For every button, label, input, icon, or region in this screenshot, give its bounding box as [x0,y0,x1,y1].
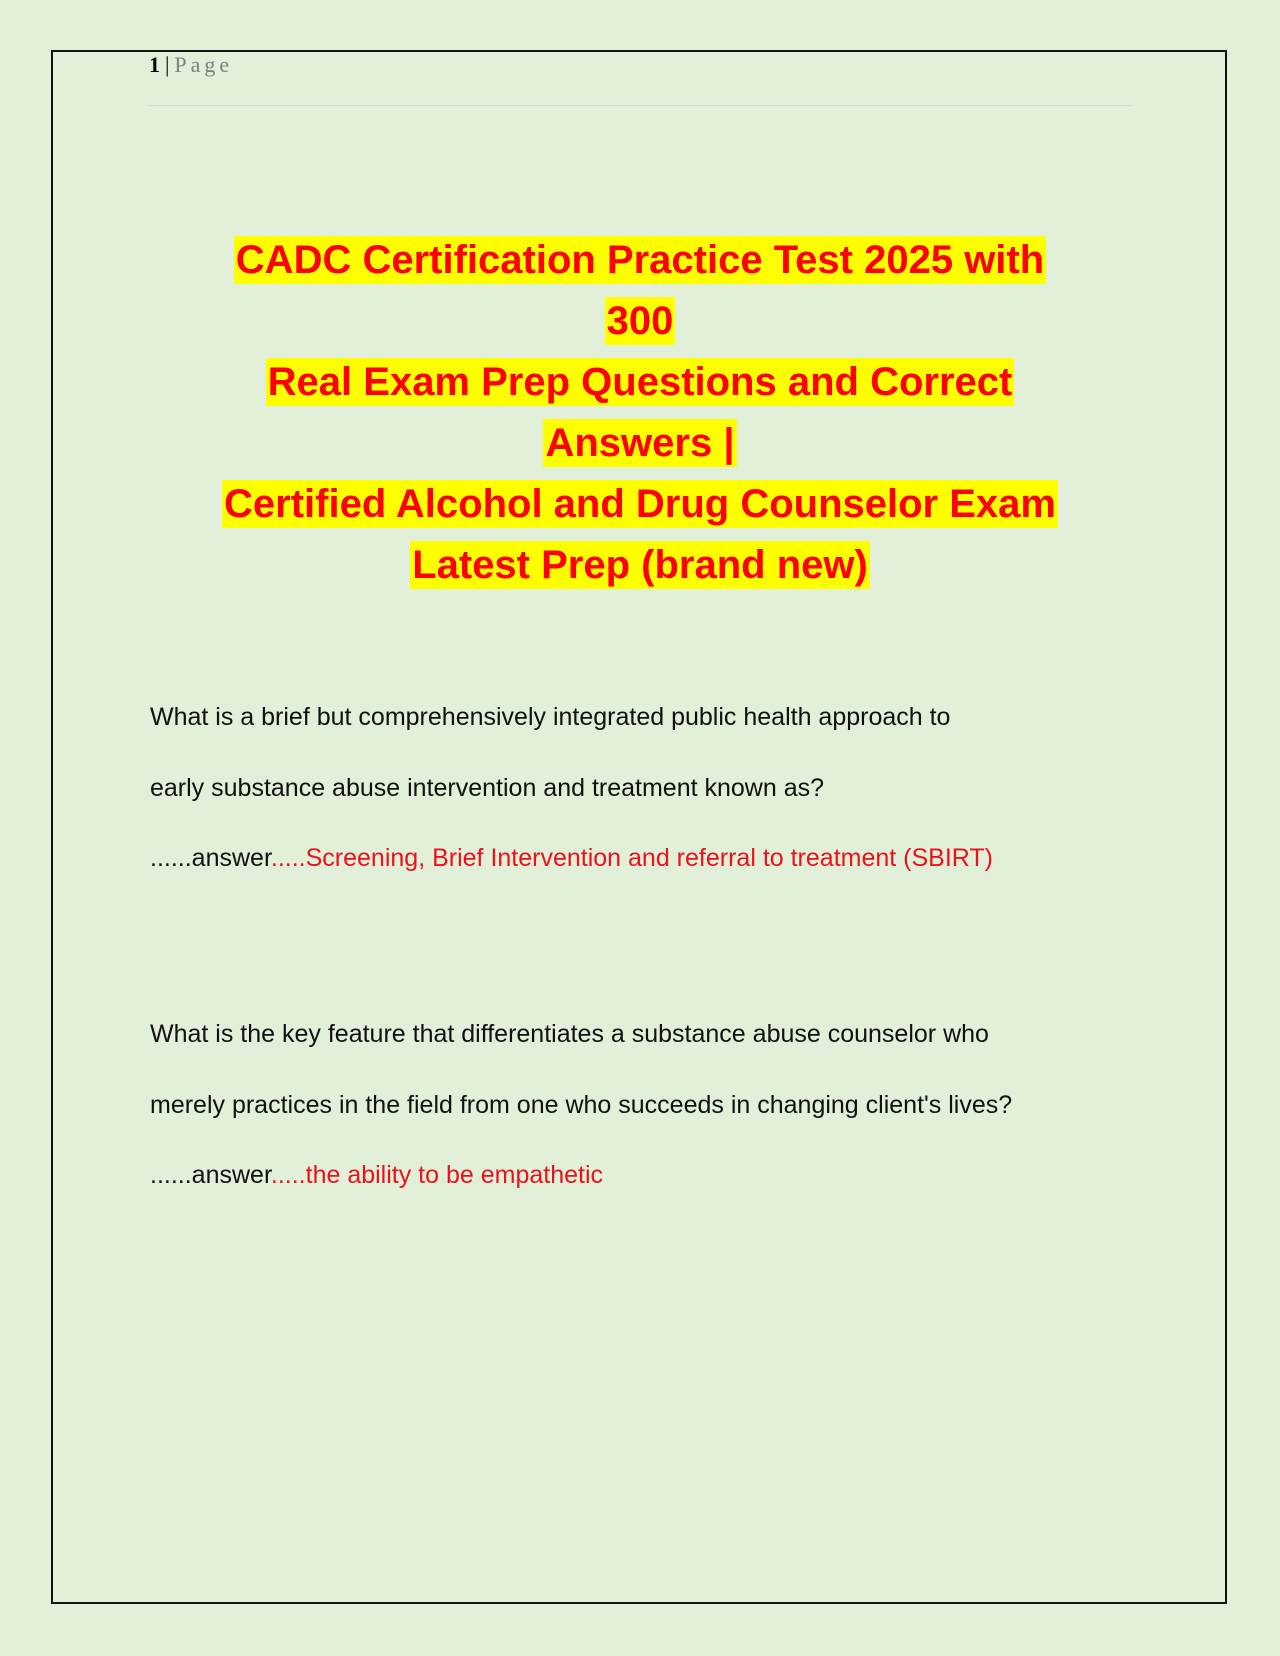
page-header [149,52,233,78]
title-line-2: 300 [606,299,674,343]
answer-2-prefix: ......answer [150,1161,271,1189]
document-title [150,230,1130,596]
question-2-line-2: merely practices in the field from one who succeeds in changing client's lives? [150,1090,1013,1119]
question-2-line-1: What is the key feature that differentiates a substance abuse counselor who [150,1020,989,1048]
header-separator: | [165,52,171,77]
question-block-2 [150,999,1150,1211]
page-number: 1 [149,52,161,77]
question-1-line-2: early substance abuse intervention and treatment known as? [150,773,825,802]
title-line-5: Certified Alcohol and Drug Counselor Exam [224,482,1056,526]
title-line-1: CADC Certification Practice Test 2025 with [235,238,1045,282]
page-label: Page [174,52,234,77]
title-line-3: Real Exam Prep Questions and Correct [267,360,1013,404]
answer-2-text: the ability to be empathetic [305,1161,604,1189]
answer-1-dots: ..... [270,844,306,872]
question-block-1 [150,682,1150,894]
header-rule [148,105,1132,106]
answer-1-text: Screening, Brief Intervention and referral to treatment (SBIRT) [305,844,993,872]
question-1-line-1: What is a brief but comprehensively integrated public health approach to [150,703,951,731]
answer-2-dots: ..... [270,1161,306,1189]
answer-2 [150,1140,1150,1211]
answer-1 [150,823,1150,894]
title-line-6: Latest Prep (brand new) [412,543,868,587]
answer-1-prefix: ......answer [150,844,271,872]
title-line-4: Answers | [545,421,735,465]
